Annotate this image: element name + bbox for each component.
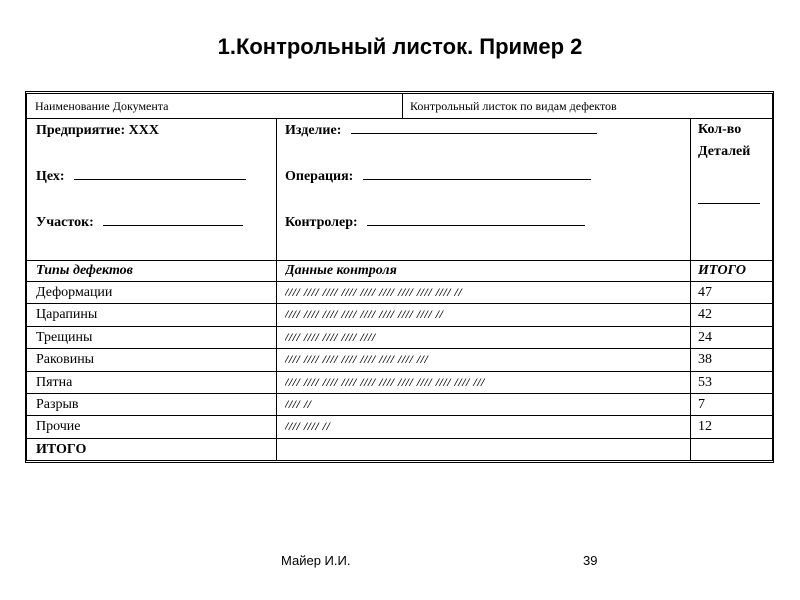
qty-blank — [698, 203, 760, 204]
defect-type: Разрыв — [36, 397, 79, 412]
section-field — [36, 215, 271, 237]
divider — [690, 372, 691, 393]
defect-total: 38 — [698, 352, 712, 368]
defect-total: 42 — [698, 307, 712, 323]
defect-row — [27, 282, 772, 304]
document-name-row — [27, 94, 772, 119]
divider — [690, 394, 691, 415]
header-control-data: Данные контроля — [285, 263, 397, 278]
divider — [690, 416, 691, 437]
divider — [690, 119, 691, 260]
tally-marks: //// //// //// //// //// — [285, 329, 376, 344]
defect-row — [27, 349, 772, 371]
footer-page-number: 39 — [583, 553, 598, 568]
workshop-label: Цех: — [36, 169, 65, 184]
document-name-value: Контрольный листок по видам дефектов — [410, 99, 617, 113]
product-label: Изделие: — [285, 123, 342, 138]
document-name-label: Наименование Документа — [35, 99, 169, 113]
defect-total: 53 — [698, 374, 712, 390]
product-blank — [351, 133, 597, 134]
defect-row — [27, 416, 772, 438]
section-blank — [103, 225, 243, 226]
workshop-field — [36, 169, 271, 191]
grand-total-row — [27, 439, 772, 461]
defect-type: Прочие — [36, 419, 81, 435]
section-label: Участок: — [36, 215, 94, 230]
qty-label-line1: Кол-во — [698, 122, 742, 137]
footer-author: Майер И.И. — [281, 553, 351, 568]
defect-total: 7 — [698, 397, 705, 412]
divider — [276, 327, 277, 348]
divider — [276, 372, 277, 393]
defect-type: Раковины — [36, 352, 95, 368]
operation-label: Операция: — [285, 169, 354, 184]
qty-blank-cell — [698, 191, 762, 207]
inspector-field — [285, 215, 685, 237]
divider — [276, 439, 277, 461]
operation-blank — [363, 179, 591, 180]
header-total: ИТОГО — [698, 263, 746, 278]
inspector-blank — [367, 225, 585, 226]
divider — [402, 94, 403, 118]
header-defect-types: Типы дефектов — [36, 263, 133, 278]
grand-total-label: ИТОГО — [36, 442, 87, 457]
defect-row — [27, 394, 772, 416]
tally-marks: //// //// //// //// //// //// //// //// // — [285, 307, 444, 322]
divider — [276, 119, 277, 260]
check-sheet-table — [25, 91, 774, 463]
divider — [690, 439, 691, 461]
defect-type: Трещины — [36, 329, 93, 345]
defect-total: 12 — [698, 419, 712, 435]
divider — [276, 349, 277, 370]
tally-marks: //// //// //// //// //// //// //// /// — [285, 352, 429, 367]
qty-label-line2: Деталей — [698, 144, 751, 159]
tally-marks: //// //// //// //// //// //// //// //// //// //// /// — [285, 374, 485, 389]
divider — [690, 282, 691, 303]
divider — [690, 304, 691, 325]
divider — [276, 261, 277, 281]
tally-marks: //// //// // — [285, 419, 331, 434]
defect-total: 47 — [698, 285, 712, 300]
defect-row — [27, 327, 772, 349]
divider — [276, 304, 277, 325]
divider — [690, 349, 691, 370]
workshop-blank — [74, 179, 246, 180]
tally-marks: //// //// //// //// //// //// //// //// //// // — [285, 285, 463, 299]
inspector-label: Контролер: — [285, 215, 358, 230]
product-field — [285, 123, 685, 145]
operation-field — [285, 169, 685, 191]
defect-type: Деформации — [36, 285, 113, 300]
defect-row — [27, 372, 772, 394]
defect-type: Царапины — [36, 307, 98, 323]
info-block — [27, 119, 772, 261]
defect-row — [27, 304, 772, 326]
tally-marks: //// // — [285, 397, 312, 411]
enterprise-label: Предприятие: XXX — [36, 123, 159, 138]
divider — [690, 261, 691, 281]
divider — [276, 282, 277, 303]
defect-type: Пятна — [36, 374, 73, 390]
column-header-row — [27, 261, 772, 282]
defect-total: 24 — [698, 329, 712, 345]
divider — [276, 394, 277, 415]
divider — [276, 416, 277, 437]
divider — [690, 327, 691, 348]
slide-title: 1.Контрольный листок. Пример 2 — [217, 34, 583, 59]
